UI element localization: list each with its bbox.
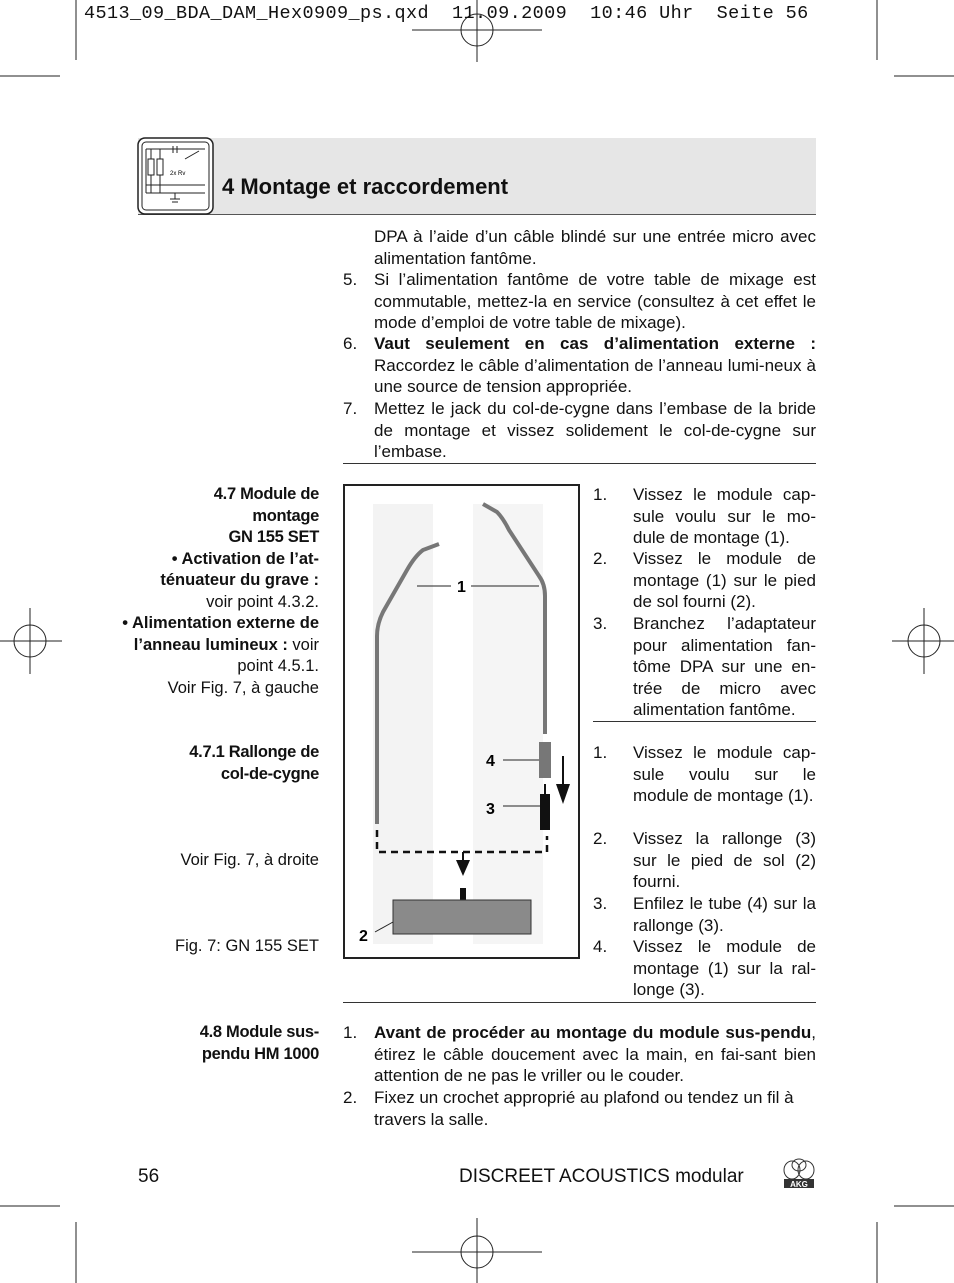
bold-lead: Vaut seulement en cas d’alimentation externe :: [374, 334, 816, 353]
tube-4: [539, 742, 551, 778]
wiring-diagram-icon: [137, 137, 214, 215]
figure-gn155-set: [343, 484, 580, 960]
bold-lead: Avant de procéder au montage du module sus-pendu: [374, 1023, 812, 1042]
registration-mark-right: [892, 608, 954, 674]
figure-label-2: 2: [359, 928, 368, 945]
akg-logo: [780, 1158, 818, 1190]
figure-caption: Fig. 7: GN 155 SET: [175, 937, 319, 955]
figure-label-3: 3: [486, 801, 495, 818]
extension-3: [540, 794, 550, 830]
print-slug: 4513_09_BDA_DAM_Hex0909_ps.qxd 11.09.2009 10:46 Uhr Seite 56: [84, 3, 809, 24]
see-fig-left: Voir Fig. 7, à gauche: [167, 678, 319, 697]
sidebar-section-4-7: 4.7 Module de montage GN 155 SET • Activation de l’at-ténuateur du grave : voir point 4.3.2. • Alimentation externe de l’anneau lumineux : voir point 4.5.1. Voir Fig. 7, à gauche: [120, 484, 319, 699]
registration-mark-left: [0, 608, 62, 674]
divider: [343, 1002, 816, 1003]
logo-text: AKG: [790, 1180, 808, 1189]
sidebar-section-4-8: 4.8 Module sus- pendu HM 1000: [199, 1023, 319, 1063]
registration-mark-bottom: [412, 1218, 542, 1283]
divider: [343, 463, 816, 464]
sidebar-section-4-7-1: 4.7.1 Rallonge de col-de-cygne: [189, 743, 319, 783]
floor-stand-2: [393, 900, 531, 934]
product-name: DISCREET ACOUSTICS modular: [459, 1166, 744, 1187]
icon-label: 2x Rv: [170, 171, 186, 177]
figure-label-1: 1: [457, 579, 466, 596]
figure-label-4: 4: [486, 753, 495, 770]
divider: [593, 721, 816, 722]
heading-4-8: 4.8 Module sus-: [199, 1023, 319, 1041]
list-continuation: DPA à l’aide d’un câble blindé sur une entrée micro avec alimentation fantôme.: [374, 227, 816, 268]
page-number: 56: [138, 1166, 160, 1187]
see-fig-right: Voir Fig. 7, à droite: [180, 851, 319, 869]
heading-4-7: 4.7 Module de: [213, 485, 319, 503]
heading-4-7-1: 4.7.1 Rallonge de: [189, 743, 319, 761]
section-title: 4 Montage et raccordement: [222, 174, 509, 199]
